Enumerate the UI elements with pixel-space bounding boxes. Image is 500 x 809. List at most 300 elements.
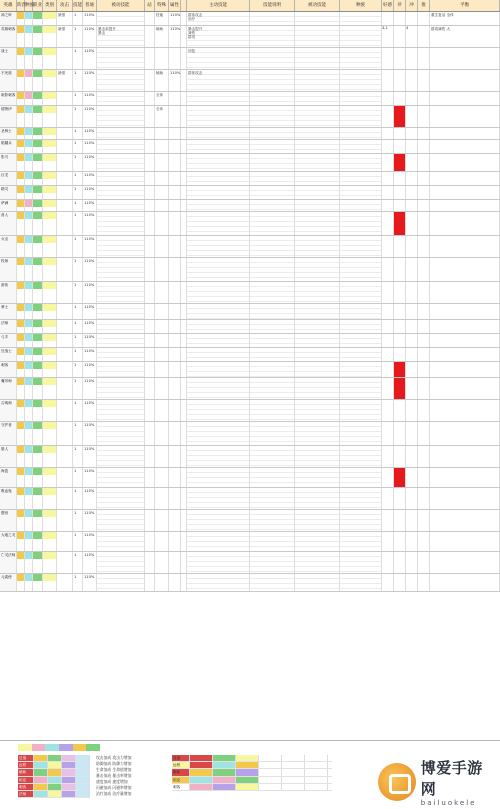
column-header[interactable]: 技能说明 — [250, 0, 295, 11]
tag-color-swatch — [33, 320, 42, 327]
hero-cell-cp — [340, 400, 382, 421]
hero-cell-co — [295, 12, 340, 25]
hero-cell-co — [295, 48, 340, 69]
hero-name: 元素使 — [0, 574, 17, 591]
tag-color-swatch — [43, 106, 56, 113]
hero-tag-cell — [43, 468, 57, 487]
hero-tag-cell — [43, 140, 57, 153]
hero-cell-co — [295, 258, 340, 281]
hero-cell-ci — [145, 422, 155, 445]
hero-cell-cs — [406, 48, 418, 69]
hero-tag-cell — [17, 26, 25, 47]
column-header[interactable]: 类别 — [43, 0, 57, 11]
hero-cell-cn — [250, 26, 295, 47]
hero-cell-ci — [145, 140, 155, 153]
column-header[interactable]: 平衡 — [430, 0, 500, 11]
hero-cell-cg: 110% — [83, 70, 97, 91]
column-header[interactable]: 被动技能 — [97, 0, 145, 11]
tag-color-swatch — [25, 258, 32, 265]
hero-row[interactable] — [0, 334, 500, 348]
hero-tag-cell — [43, 26, 57, 47]
hero-tag-cell — [25, 186, 33, 199]
hero-cell-cg: 110% — [83, 212, 97, 235]
hero-tag-cell — [25, 92, 33, 105]
faction-cell: 法师 — [18, 791, 34, 797]
column-header[interactable]: 主动技能 — [187, 0, 250, 11]
hero-tag-cell — [25, 348, 33, 361]
race-cell — [282, 755, 305, 761]
hero-name: 暗影刺客 — [0, 92, 17, 105]
column-header[interactable]: 站 — [145, 0, 155, 11]
faction-cell — [62, 762, 76, 768]
hero-tag-cell — [33, 172, 43, 185]
hero-cell-ck — [169, 172, 181, 185]
hero-cell-cj — [155, 378, 169, 399]
hero-cell-ck — [169, 348, 181, 361]
hero-cell-cp — [340, 446, 382, 467]
hero-row[interactable] — [0, 574, 500, 592]
hero-cell-ct — [418, 378, 430, 399]
hero-cell-cq — [382, 200, 394, 211]
hero-cell-cs — [406, 172, 418, 185]
hero-cell-cg: 110% — [83, 552, 97, 573]
hero-cell-cu — [430, 200, 500, 211]
hero-row[interactable] — [0, 422, 500, 446]
tag-color-swatch — [33, 154, 42, 161]
hero-cell-cm — [187, 106, 250, 127]
hero-cell-cn — [250, 446, 295, 467]
race-cell — [259, 784, 282, 790]
race-row — [172, 762, 332, 769]
hero-cell-ce — [57, 140, 73, 153]
hero-tag-cell — [17, 154, 25, 171]
hero-row[interactable] — [0, 106, 500, 128]
tag-color-swatch — [17, 282, 24, 289]
hero-cell-cf: 1 — [73, 488, 83, 509]
hero-cell-cj — [155, 258, 169, 281]
hero-cell-cr — [394, 128, 406, 139]
hero-cell-cf: 1 — [73, 282, 83, 303]
race-cell — [305, 777, 328, 783]
hero-cell-cq — [382, 574, 394, 591]
faction-cell — [48, 762, 62, 768]
hero-cell-ce — [57, 362, 73, 377]
hero-row[interactable] — [0, 200, 500, 212]
hero-cell-co — [295, 154, 340, 171]
hero-cell-cu — [430, 532, 500, 551]
tag-color-swatch — [43, 304, 56, 311]
tag-color-swatch — [33, 400, 42, 407]
hero-cell-ch — [97, 422, 145, 445]
hero-cell-cq — [382, 106, 394, 127]
hero-cell-cj: 全体 — [155, 92, 169, 105]
tag-color-swatch — [43, 200, 56, 207]
hero-cell-cf: 1 — [73, 320, 83, 333]
hero-cell-cp — [340, 236, 382, 257]
race-cell — [259, 777, 282, 783]
column-header[interactable]: 普通 — [83, 0, 97, 11]
hero-cell-cs: 4 — [406, 26, 418, 47]
column-header[interactable]: 被动技能 — [295, 0, 340, 11]
tag-color-swatch — [33, 200, 42, 207]
hero-cell-ck — [169, 200, 181, 211]
tag-color-swatch — [17, 574, 24, 581]
hero-cell-cq — [382, 320, 394, 333]
hero-cell-ct — [418, 348, 430, 361]
faction-cell — [62, 769, 76, 775]
hero-cell-cq — [382, 468, 394, 487]
tag-color-swatch — [33, 212, 42, 219]
hero-cell-cg: 110% — [83, 282, 97, 303]
hero-row[interactable] — [0, 532, 500, 552]
hero-row[interactable] — [0, 26, 500, 48]
hero-cell-co — [295, 446, 340, 467]
hero-cell-cf: 1 — [73, 334, 83, 347]
hero-cell-ce — [57, 446, 73, 467]
hero-cell-cp — [340, 488, 382, 509]
hero-name: 巨龙 — [0, 172, 17, 185]
column-header[interactable]: 种族 — [25, 0, 33, 11]
column-header[interactable]: 种族 — [340, 0, 382, 11]
column-header[interactable]: 阵营 — [17, 0, 25, 11]
hero-tag-cell — [17, 304, 25, 319]
hero-row[interactable] — [0, 468, 500, 488]
hero-cell-ct — [418, 488, 430, 509]
race-cell — [236, 762, 259, 768]
column-header[interactable]: 职业 — [33, 0, 43, 11]
hero-cell-ci — [145, 574, 155, 591]
hero-cell-cm — [187, 468, 250, 487]
hero-cell-ci — [145, 348, 155, 361]
faction-cell — [76, 762, 90, 768]
tag-color-swatch — [25, 532, 32, 539]
hero-row[interactable] — [0, 70, 500, 92]
hero-row[interactable] — [0, 282, 500, 304]
hero-tag-cell — [33, 70, 43, 91]
hero-cell-ck — [169, 320, 181, 333]
hero-tag-cell — [17, 400, 25, 421]
hero-tag-cell — [43, 574, 57, 591]
hero-cell-ce — [57, 128, 73, 139]
hero-cell-cg: 110% — [83, 128, 97, 139]
hero-row[interactable] — [0, 12, 500, 26]
race-cell: 刺客 — [172, 784, 190, 790]
faction-cell: 刺客 — [18, 784, 34, 790]
hero-name: 兽人 — [0, 212, 17, 235]
hero-cell-cf: 1 — [73, 128, 83, 139]
hero-cell-ch: 暴击率提升 暴击 — [97, 26, 145, 47]
hero-cell-co — [295, 532, 340, 551]
hero-cell-cf: 1 — [73, 92, 83, 105]
column-header[interactable]: 好感 — [382, 0, 394, 11]
hero-name: 守护者 — [0, 422, 17, 445]
hero-cell-cm: 回复 — [187, 48, 250, 69]
race-color-table — [172, 755, 332, 791]
race-cell — [190, 769, 213, 775]
hero-cell-ce: 最强 — [57, 70, 73, 91]
hero-tag-cell — [17, 532, 25, 551]
hero-cell-co — [295, 304, 340, 319]
tag-color-swatch — [25, 26, 32, 33]
hero-cell-cf: 1 — [73, 304, 83, 319]
tag-color-swatch — [43, 128, 56, 135]
hero-cell-cu — [430, 92, 500, 105]
hero-cell-cn — [250, 334, 295, 347]
column-header[interactable]: 技能 — [73, 0, 83, 11]
hero-tag-cell — [43, 362, 57, 377]
hero-tag-cell — [17, 200, 25, 211]
bonus-text-line: 攻击加成 攻击力增加 — [96, 755, 132, 760]
hero-cell-co — [295, 348, 340, 361]
hero-row[interactable] — [0, 378, 500, 400]
hero-cell-cr — [394, 200, 406, 211]
hero-tag-cell — [43, 236, 57, 257]
tag-color-swatch — [43, 320, 56, 327]
column-header[interactable]: 攻击 — [57, 0, 73, 11]
hero-cell-cr — [394, 422, 406, 445]
hero-cell-cn — [250, 48, 295, 69]
faction-cell — [76, 791, 90, 797]
hero-row[interactable] — [0, 446, 500, 468]
hero-row[interactable] — [0, 236, 500, 258]
tag-color-swatch — [33, 378, 42, 385]
tag-color-swatch — [33, 488, 42, 495]
hero-cell-cn — [250, 186, 295, 199]
hero-row[interactable] — [0, 488, 500, 510]
tag-color-swatch — [43, 348, 56, 355]
faction-row — [18, 755, 90, 762]
hero-cell-cn — [250, 282, 295, 303]
tag-color-swatch — [25, 574, 32, 581]
column-header[interactable]: 冲 — [406, 0, 418, 11]
tag-color-swatch — [33, 172, 42, 179]
hero-cell-cp — [340, 172, 382, 185]
hero-cell-ct — [418, 422, 430, 445]
hero-cell-cu — [430, 48, 500, 69]
hero-tag-cell — [17, 320, 25, 333]
hero-row[interactable] — [0, 140, 500, 154]
hero-cell-ch — [97, 258, 145, 281]
hero-cell-ci — [145, 446, 155, 467]
hero-tag-cell — [17, 488, 25, 509]
hero-cell-cj — [155, 48, 169, 69]
column-header[interactable]: 英雄 — [0, 0, 17, 11]
hero-cell-cm — [187, 574, 250, 591]
tag-color-swatch — [25, 510, 32, 517]
hero-cell-cm — [187, 334, 250, 347]
hero-cell-ck — [169, 532, 181, 551]
hero-cell-cf: 1 — [73, 574, 83, 591]
hero-cell-cq — [382, 12, 394, 25]
hero-cell-cp — [340, 258, 382, 281]
hero-cell-ch — [97, 552, 145, 573]
faction-color-table — [18, 755, 90, 798]
faction-cell — [62, 777, 76, 783]
hero-cell-cf: 1 — [73, 378, 83, 399]
column-header[interactable]: 评 — [394, 0, 406, 11]
hero-tag-cell — [43, 12, 57, 25]
hero-cell-cf: 1 — [73, 446, 83, 467]
hero-cell-cp — [340, 48, 382, 69]
tag-color-swatch — [25, 488, 32, 495]
hero-cell-cn — [250, 532, 295, 551]
color-legend — [18, 744, 100, 751]
hero-row[interactable] — [0, 304, 500, 320]
hero-cell-ce — [57, 282, 73, 303]
hero-row[interactable] — [0, 400, 500, 422]
hero-cell-cp — [340, 140, 382, 153]
hero-cell-cn — [250, 70, 295, 91]
faction-row — [18, 762, 90, 769]
race-cell — [213, 762, 236, 768]
legend-swatch — [73, 744, 87, 751]
hero-tag-cell — [17, 212, 25, 235]
tag-color-swatch — [43, 510, 56, 517]
hero-cell-cj — [155, 488, 169, 509]
hero-cell-cn — [250, 258, 295, 281]
hero-cell-ch — [97, 172, 145, 185]
hero-cell-cq — [382, 552, 394, 573]
tag-color-swatch — [25, 92, 32, 99]
hero-cell-co — [295, 236, 340, 257]
hero-tag-cell — [17, 510, 25, 531]
hero-cell-cm — [187, 378, 250, 399]
hero-cell-cj — [155, 574, 169, 591]
hero-cell-co — [295, 552, 340, 573]
hero-cell-cp — [340, 304, 382, 319]
hero-row[interactable] — [0, 552, 500, 574]
hero-cell-cf: 1 — [73, 140, 83, 153]
tag-color-swatch — [25, 212, 32, 219]
column-header[interactable]: 属性 — [169, 0, 181, 11]
tag-color-swatch — [33, 92, 42, 99]
hero-cell-cf: 1 — [73, 200, 83, 211]
hero-name: 狂战士 — [0, 348, 17, 361]
hero-tag-cell — [43, 446, 57, 467]
column-header[interactable]: 特殊 — [155, 0, 169, 11]
hero-cell-cs — [406, 378, 418, 399]
hero-cell-co — [295, 128, 340, 139]
hero-row[interactable] — [0, 48, 500, 70]
hero-cell-cg: 110% — [83, 12, 97, 25]
hero-tag-cell — [25, 334, 33, 347]
column-header[interactable]: 推 — [418, 0, 430, 11]
hero-cell-ck: 110% — [169, 26, 181, 47]
hero-cell-ct — [418, 186, 430, 199]
hero-cell-cg: 110% — [83, 48, 97, 69]
hero-tag-cell — [33, 510, 43, 531]
hero-cell-cs — [406, 140, 418, 153]
hero-tag-cell — [43, 400, 57, 421]
hero-cell-ce — [57, 48, 73, 69]
hero-cell-ch — [97, 212, 145, 235]
hero-tag-cell — [17, 186, 25, 199]
hero-cell-cu — [430, 128, 500, 139]
hero-row[interactable] — [0, 258, 500, 282]
hero-tag-cell — [25, 212, 33, 235]
hero-cell-ck — [169, 258, 181, 281]
hero-cell-cs — [406, 128, 418, 139]
hero-tag-cell — [33, 446, 43, 467]
hero-cell-cp — [340, 552, 382, 573]
legend-swatch — [32, 744, 46, 751]
hero-tag-cell — [25, 236, 33, 257]
hero-row[interactable] — [0, 154, 500, 172]
hero-cell-cs — [406, 12, 418, 25]
hero-cell-cq — [382, 510, 394, 531]
bonus-text-line: 防御加成 防御力增加 — [96, 761, 132, 766]
tag-color-swatch — [25, 172, 32, 179]
hero-tag-cell — [25, 70, 33, 91]
hero-cell-cu — [430, 320, 500, 333]
hero-cell-cj — [155, 422, 169, 445]
tag-color-swatch — [25, 320, 32, 327]
hero-tag-cell — [33, 348, 43, 361]
hero-cell-cu — [430, 258, 500, 281]
hero-row[interactable] — [0, 212, 500, 236]
hero-row[interactable] — [0, 186, 500, 200]
hero-tag-cell — [43, 304, 57, 319]
hero-cell-cf: 1 — [73, 70, 83, 91]
hero-row[interactable] — [0, 510, 500, 532]
tag-color-swatch — [25, 468, 32, 475]
tag-color-swatch — [33, 128, 42, 135]
hero-row[interactable] — [0, 172, 500, 186]
tag-color-swatch — [17, 140, 24, 147]
tag-color-swatch — [43, 422, 56, 429]
tag-color-swatch — [25, 552, 32, 559]
faction-cell — [34, 762, 48, 768]
hero-tag-cell — [25, 106, 33, 127]
hero-tag-cell — [33, 106, 43, 127]
hero-tag-cell — [25, 400, 33, 421]
hero-tag-cell — [25, 12, 33, 25]
hero-cell-cj — [155, 468, 169, 487]
hero-row[interactable] — [0, 320, 500, 334]
hero-cell-ck — [169, 552, 181, 573]
hero-row[interactable] — [0, 348, 500, 362]
hero-row[interactable] — [0, 128, 500, 140]
hero-cell-cm: 暴击提升 减伤 群攻 — [187, 26, 250, 47]
hero-cell-ch — [97, 378, 145, 399]
hero-cell-ct — [418, 304, 430, 319]
tag-color-swatch — [17, 532, 24, 539]
tag-color-swatch — [17, 400, 24, 407]
hero-cell-co — [295, 92, 340, 105]
hero-cell-cr — [394, 26, 406, 47]
hero-row[interactable] — [0, 362, 500, 378]
tag-color-swatch — [43, 400, 56, 407]
faction-cell — [62, 791, 76, 797]
hero-cell-ci — [145, 258, 155, 281]
hero-cell-cq — [382, 128, 394, 139]
hero-cell-ce — [57, 400, 73, 421]
hero-cell-ct — [418, 532, 430, 551]
hero-row[interactable] — [0, 92, 500, 106]
hero-cell-cs — [406, 348, 418, 361]
hero-cell-cs — [406, 92, 418, 105]
hero-cell-cs — [406, 212, 418, 235]
race-cell — [282, 762, 305, 768]
hero-cell-cs — [406, 304, 418, 319]
hero-cell-cg: 110% — [83, 320, 97, 333]
hero-cell-ch — [97, 488, 145, 509]
tag-color-swatch — [25, 200, 32, 207]
hero-cell-ch — [97, 334, 145, 347]
hero-cell-cs — [406, 488, 418, 509]
hero-cell-cq — [382, 48, 394, 69]
hero-tag-cell — [33, 212, 43, 235]
